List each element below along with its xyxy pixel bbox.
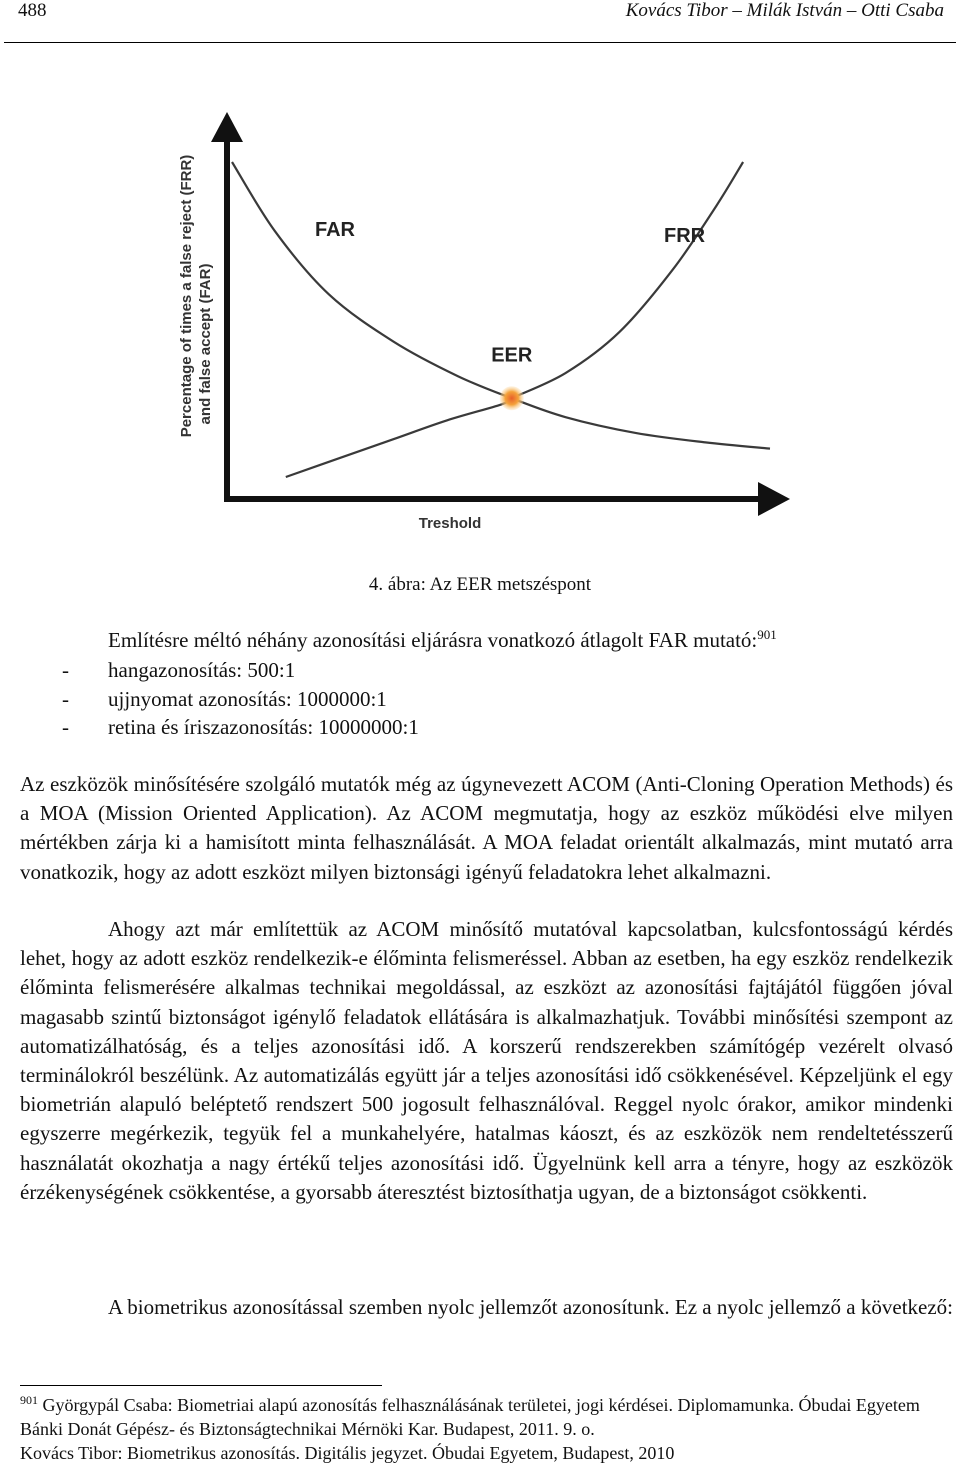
list-item [20, 656, 920, 685]
header-rule [4, 42, 956, 43]
footnote-text: Györgypál Csaba: Biometriai alapú azonosítás felhasználásának területei, jogi kérdései. Diplomamunka. Óbudai Egyetem Bánki Donát Gépész- és Biztonságtechnikai Mérnöki Kar. Budapest, 2011. 9. o. [20, 1395, 920, 1439]
eer-chart [160, 112, 800, 552]
eer-point [500, 386, 524, 410]
y-axis-label-line1: Percentage of times a false reject (FRR) [178, 154, 195, 438]
paragraph-eight-features: A biometrikus azonosítással szemben nyolc jellemzőt azonosítunk. Ez a nyolc jellemző a következő: [108, 1295, 954, 1319]
y-axis-label-line2: and false accept (FAR) [197, 263, 214, 425]
footnote-extra: Kovács Tibor: Biometrikus azonosítás. Digitális jegyzet. Óbudai Egyetem, Budapest, 2010 [20, 1443, 675, 1463]
eer-figure [160, 112, 800, 552]
page-header [0, 0, 960, 44]
footnote-ref: 901 [757, 627, 777, 642]
list-bullet: - [62, 715, 69, 740]
intro-sentence [20, 626, 953, 655]
intro-text: Említésre méltó néhány azonosítási eljárásra vonatkozó átlagolt FAR mutató: [108, 628, 758, 652]
footnote-901 [20, 1393, 955, 1441]
list-item [20, 685, 920, 714]
list-item-text: ujjnyomat azonosítás: 1000000:1 [108, 686, 387, 711]
list-bullet: - [62, 686, 69, 711]
footnote-number: 901 [20, 1393, 38, 1407]
x-axis-arrowhead [758, 482, 790, 516]
footnotes [20, 1393, 955, 1465]
list-item [20, 713, 920, 742]
footnote-rule [20, 1385, 382, 1386]
far-list [20, 656, 920, 742]
series-label-frr: FRR [664, 225, 706, 247]
list-item-text: retina és íriszazonosítás: 10000000:1 [108, 715, 419, 740]
series-line-frr [286, 162, 743, 477]
eer-label: EER [491, 344, 533, 367]
paragraph-live-detection: Ahogy azt már említettük az ACOM minősítő mutatóval kapcsolatban, kulcsfontosságú kérdés lehet, hogy az adott eszköz rendelkezik-e élőminta felismeréssel. Abban az esetben, ha egy eszköz rendelkezik élőminta felismerésére alkalmas technikai megoldással, az eszközt az azonosítási fajtájától függően jóval magasabb szintű biztonságot igénylő feladatok ellátására is alkalmazhatjuk. További minősítési szempont az automatizálhatóság, és a teljes azonosítási idő. A korszerű rendszerekben számítógép vezérelt olvasó terminálokról beszélünk. Az automatizálás együtt jár a teljes azonosítási idő csökkenésével. Képzeljünk el egy biometrián alapuló beléptető rendszert 500 jogosult felhasználóval. Reggel nyolc órakor, amikor mindenki egyszerre megérkezik, tegyük fel a munkahelyére, hatalmas káoszt, és az eszközök nem rendeltetésszerű használatát okozhatja a nagy értékű teljes azonosítási idő. Ügyelnünk kell arra a tényre, hogy az eszközök érzékenységének csökkentése, a gyorsabb áteresztést biztosíthatja ugyan, de a biztonságot csökkenti. [20, 917, 953, 1204]
series-label-far: FAR [315, 219, 355, 241]
x-axis-label: Treshold [418, 515, 482, 532]
page-number: 488 [18, 0, 47, 21]
list-bullet: - [62, 658, 69, 682]
paragraph-acom-moa: Az eszközök minősítésére szolgáló mutatók még az úgynevezett ACOM (Anti-Cloning Operation Methods) és a MOA (Mission Oriented Application). Az ACOM megmutatja, hogy az eszköz működési elve milyen mértékben zárja ki a hamisított minta felhasználását. A MOA feladat orientált alkalmazás, mint mutató arra vonatkozik, hogy az adott eszközt milyen biztonsági igényű feladatokra lehet alkalmazni. [20, 772, 953, 884]
list-item-text: hangazonosítás: 500:1 [108, 658, 296, 682]
figure-caption: 4. ábra: Az EER metszéspont [368, 574, 592, 595]
y-axis-arrowhead [211, 112, 243, 142]
running-head: Kovács Tibor – Milák István – Otti Csaba [625, 0, 944, 21]
